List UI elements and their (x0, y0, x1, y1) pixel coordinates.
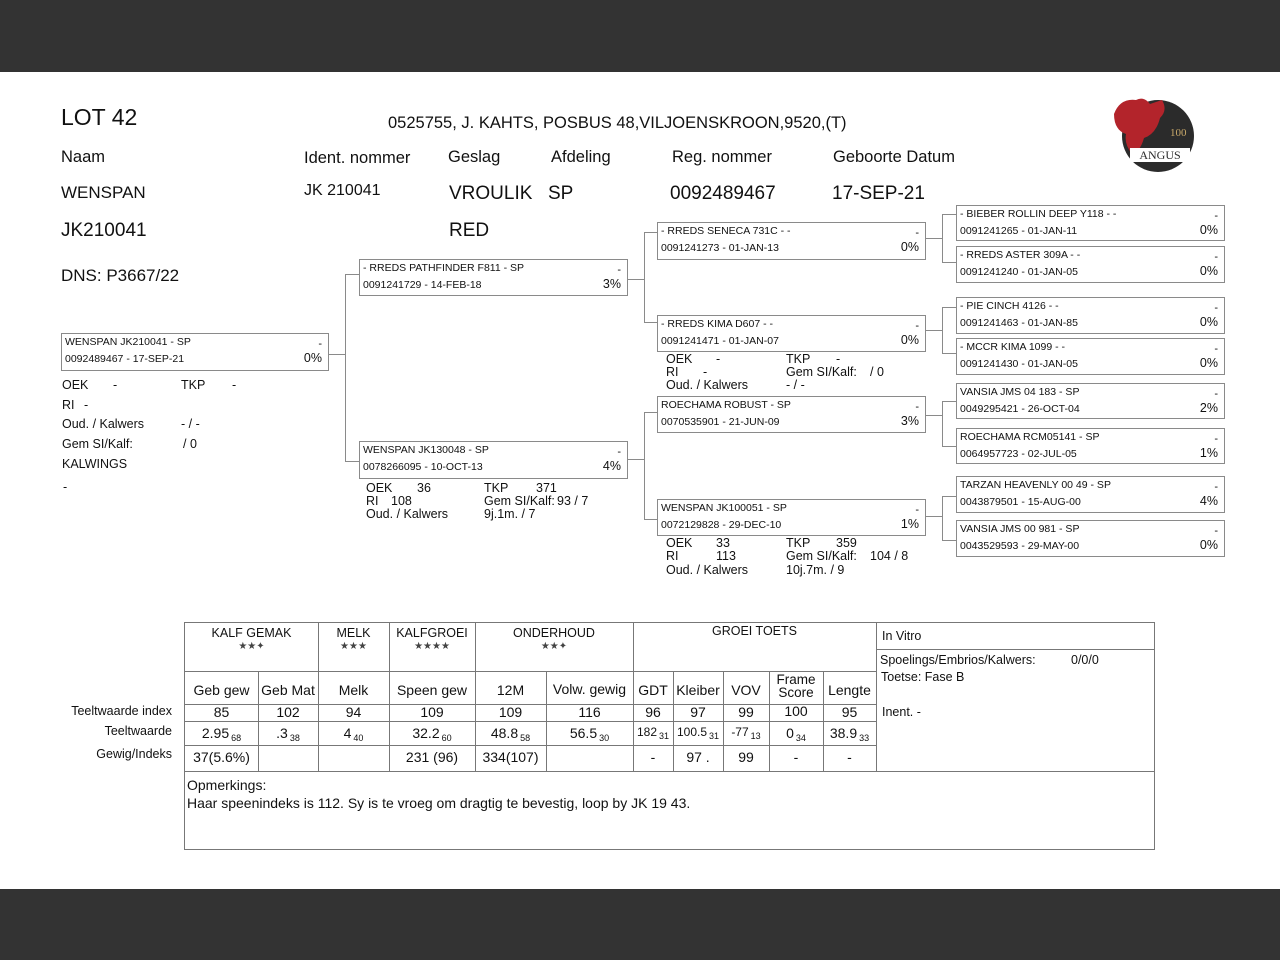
text-cell: Lengte (828, 682, 871, 698)
text-cell: WENSPAN JK130048 - SP (363, 444, 489, 456)
text-cell: ROECHAMA RCM05141 - SP (960, 431, 1100, 443)
text-cell: 94 (345, 704, 362, 720)
divider-line (942, 401, 943, 447)
row-label-tw: Teeltwaarde (104, 724, 172, 738)
text-cell: - (1214, 251, 1218, 263)
pedigree-page (0, 72, 1280, 889)
text-cell: 2% (1199, 401, 1218, 415)
great-grandparent-box (956, 383, 1225, 419)
great-grandparent-box (956, 205, 1225, 241)
text-cell: 231 (96) (405, 749, 459, 765)
remarks-label: Opmerkings: (187, 777, 267, 793)
text-cell: Geb Mat (261, 682, 315, 698)
divider-line (942, 214, 943, 263)
text-cell: 96 (645, 704, 661, 720)
text-cell: 99 (738, 749, 754, 765)
divider-line (644, 412, 657, 413)
divider-line (644, 519, 657, 520)
text-cell: OEK (62, 378, 89, 392)
text-cell: 0091241430 - 01-JAN-05 (960, 358, 1078, 370)
text-cell: - (84, 398, 89, 412)
animal-color: RED (449, 220, 490, 241)
text-cell: RI (666, 365, 679, 379)
text-cell: 4 $_{40}$ (343, 725, 364, 743)
divider-line (185, 721, 876, 722)
text-cell: - (617, 446, 621, 458)
text-cell: RI (666, 549, 679, 563)
spoelings-label: Spoelings/Embrios/Kalwers: (880, 653, 1036, 667)
text-cell: 0078266095 - 10-OCT-13 (363, 461, 483, 473)
subject-box (61, 333, 329, 371)
text-cell: 0091241463 - 01-JAN-85 (960, 317, 1078, 329)
text-cell: 95 (841, 704, 858, 720)
text-cell: 0072129828 - 29-DEC-10 (661, 519, 782, 531)
spoelings-value: 0/0/0 (1071, 653, 1099, 667)
text-cell: Melk (338, 682, 369, 698)
inent-value: Inent. - (882, 705, 921, 719)
text-cell: 2.95 $_{68}$ (201, 725, 242, 743)
great-grandparent-box (956, 246, 1225, 283)
text-cell: 4% (1199, 494, 1218, 508)
text-cell: Gem SI/Kalf: (484, 494, 555, 508)
dns-number: DNS: P3667/22 (61, 266, 180, 285)
text-cell: KALWINGS (62, 457, 128, 471)
animal-afdeling: SP (548, 183, 574, 204)
text-cell: - (1214, 302, 1218, 314)
text-cell: 334(107) (482, 749, 539, 765)
text-cell: 0% (1199, 538, 1218, 552)
text-cell: ★★✦ (540, 641, 568, 652)
text-cell: - (793, 749, 799, 765)
text-cell: KALF GEMAK (211, 626, 292, 640)
text-cell: 0 $_{34}$ (786, 725, 806, 743)
great-grandparent-box (956, 338, 1225, 375)
divider-line (926, 330, 942, 331)
text-cell: 0% (1199, 223, 1218, 237)
text-cell: WENSPAN JK100051 - SP (661, 502, 787, 514)
text-cell: WENSPAN JK210041 - SP (65, 336, 191, 348)
text-cell: Frame Score (776, 672, 816, 700)
text-cell: 32.2 $_{60}$ (412, 725, 452, 743)
great-grandparent-box (956, 520, 1225, 557)
text-cell: ONDERHOUD (513, 626, 595, 640)
text-cell: GROEI TOETS (712, 624, 797, 638)
text-cell: - (650, 749, 656, 765)
divider-line (926, 415, 942, 416)
text-cell: 100 (784, 703, 808, 719)
text-cell: - MCCR KIMA 1099 - - (960, 341, 1066, 353)
divider-line (926, 516, 942, 517)
text-cell: - RREDS SENECA 731C - - (661, 225, 791, 237)
text-cell: 97 (690, 704, 706, 720)
text-cell: / 0 (870, 365, 884, 379)
divider-line (644, 232, 657, 233)
text-cell: 10j.7m. / 9 (786, 563, 845, 577)
text-cell: MELK (336, 626, 371, 640)
text-cell: TKP (786, 352, 811, 366)
lot-number: LOT 42 (61, 104, 138, 130)
divider-line (926, 238, 942, 239)
text-cell: Kleiber (676, 682, 720, 698)
text-cell: 36 (417, 481, 431, 495)
animal-name: WENSPAN (61, 183, 146, 202)
text-cell: - (847, 749, 852, 765)
text-cell: 113 (716, 549, 736, 563)
text-cell: - (113, 378, 118, 392)
sire-box (359, 259, 628, 296)
text-cell: 1% (900, 517, 919, 531)
text-cell: ROECHAMA ROBUST - SP (661, 399, 791, 411)
text-cell: Geb gew (193, 682, 250, 698)
text-cell: 109 (498, 704, 523, 720)
text-cell: / 0 (183, 437, 197, 451)
text-cell: .3 $_{38}$ (276, 725, 300, 743)
divider-line (942, 496, 943, 541)
text-cell: - RREDS ASTER 309A - - (960, 249, 1081, 261)
text-cell: - (1214, 388, 1218, 400)
header-afdeling: Afdeling (551, 148, 611, 166)
invitro-label: In Vitro (882, 629, 922, 643)
remarks-text: Haar speenindeks is 112. Sy is te vroeg om dragtig te bevestig, loop by JK 19 43. (187, 795, 691, 811)
text-cell: - RREDS KIMA D607 - - (661, 318, 774, 330)
divider-line (942, 496, 956, 497)
text-cell: 9j.1m. / 7 (484, 507, 536, 521)
text-cell: 371 (536, 481, 557, 495)
text-cell: Oud. / Kalwers (62, 417, 144, 431)
text-cell: - RREDS PATHFINDER F811 - SP (363, 262, 525, 274)
text-cell: - (915, 401, 919, 413)
divider-line (644, 232, 645, 323)
text-cell: 93 / 7 (557, 494, 589, 508)
text-cell: - (1214, 343, 1218, 355)
text-cell: - (1214, 481, 1218, 493)
text-cell: RI (62, 398, 75, 412)
text-cell: 0091241265 - 01-JAN-11 (960, 225, 1078, 237)
text-cell: GDT (638, 682, 668, 698)
sire-sire-box (657, 222, 926, 260)
angus-logo (1110, 94, 1196, 174)
text-cell: TKP (484, 481, 509, 495)
divider-line (633, 671, 876, 672)
text-cell: Gem SI/Kalf: (786, 549, 857, 563)
text-cell: 100.5 $_{31}$ (676, 725, 720, 741)
text-cell: 0091241240 - 01-JAN-05 (960, 266, 1078, 278)
text-cell: VANSIA JMS 04 183 - SP (960, 386, 1080, 398)
text-cell: 0% (900, 333, 919, 347)
text-cell: TKP (181, 378, 206, 392)
sire-dam-box (657, 315, 926, 352)
text-cell: - (915, 320, 919, 332)
text-cell: - (836, 352, 841, 366)
animal-geslag: VROULIK (449, 183, 533, 204)
divider-line (942, 401, 956, 402)
text-cell: 33 (716, 536, 730, 550)
text-cell: ★★★ (340, 641, 367, 652)
text-cell: 104 / 8 (870, 549, 909, 563)
text-cell: 0% (1199, 264, 1218, 278)
text-cell: Oud. / Kalwers (366, 507, 448, 521)
header-geslag: Geslag (448, 148, 501, 166)
animal-ident: JK 210041 (304, 182, 381, 199)
text-cell: Volw. gewig (552, 681, 627, 697)
text-cell: 109 (420, 704, 444, 720)
divider-line (345, 274, 359, 275)
text-cell: TARZAN HEAVENLY 00 49 - SP (960, 479, 1111, 491)
text-cell: - (1214, 210, 1218, 222)
header-naam: Naam (61, 148, 106, 166)
animal-reg: 0092489467 (670, 183, 776, 204)
text-cell: - / - (181, 417, 200, 431)
divider-line (628, 459, 644, 460)
row-label-index: Teeltwaarde index (71, 704, 172, 718)
dam-dam-box (657, 499, 926, 536)
divider-line (185, 671, 633, 672)
text-cell: OEK (366, 481, 393, 495)
divider-line (942, 353, 956, 354)
text-cell: 108 (391, 494, 412, 508)
great-grandparent-box (956, 297, 1225, 334)
header-reg: Reg. nommer (672, 148, 772, 166)
great-grandparent-box (956, 428, 1225, 464)
text-cell: 0% (1199, 356, 1218, 370)
text-cell: 0043529593 - 29-MAY-00 (960, 540, 1080, 552)
text-cell: - (1214, 525, 1218, 537)
text-cell: 48.8 $_{58}$ (490, 725, 531, 743)
text-cell: 1% (1199, 446, 1218, 460)
divider-line (628, 279, 644, 280)
text-cell: 102 (276, 704, 300, 720)
svg-text:ANGUS: ANGUS (1139, 148, 1181, 162)
text-cell: 182 $_{31}$ (636, 725, 670, 741)
text-cell: Speen gew (396, 682, 468, 698)
text-cell: -77 $_{13}$ (731, 725, 761, 741)
divider-line (876, 649, 1155, 650)
text-cell: 99 (738, 704, 754, 720)
text-cell: 12M (496, 682, 525, 698)
text-cell: 359 (836, 536, 857, 550)
text-cell: 4% (602, 459, 621, 473)
divider-line (942, 262, 956, 263)
text-cell: OEK (666, 352, 693, 366)
divider-line (329, 354, 345, 355)
text-cell: RI (366, 494, 379, 508)
text-cell: - (318, 338, 322, 350)
toetse-value: Toetse: Fase B (881, 670, 965, 684)
text-cell: VOV (731, 682, 761, 698)
text-cell: VANSIA JMS 00 981 - SP (960, 523, 1080, 535)
text-cell: 116 (578, 704, 601, 720)
divider-line (942, 214, 956, 215)
text-cell: 37(5.6%) (193, 749, 250, 765)
text-cell: 0% (900, 240, 919, 254)
performance-table (184, 622, 1155, 850)
text-cell: - (915, 504, 919, 516)
text-cell: 0% (303, 351, 322, 365)
dam-sire-box (657, 396, 926, 433)
text-cell: 85 (213, 704, 230, 720)
text-cell: - (703, 365, 708, 379)
text-cell: Gem SI/Kalf: (62, 437, 133, 451)
text-cell: - (716, 352, 721, 366)
text-cell: 0092489467 - 17-SEP-21 (65, 353, 185, 365)
divider-line (345, 461, 359, 462)
text-cell: 97 . (686, 749, 710, 765)
divider-line (644, 412, 645, 520)
divider-line (942, 540, 956, 541)
text-cell: ★★✦ (238, 641, 265, 652)
divider-line (942, 446, 956, 447)
animal-dob: 17-SEP-21 (832, 183, 925, 204)
row-label-gew: Gewig/Indeks (96, 747, 172, 761)
text-cell: KALFGROEI (396, 626, 468, 640)
divider-line (644, 322, 657, 323)
text-cell: - BIEBER ROLLIN DEEP Y118 - - (960, 208, 1117, 220)
text-cell: 0091241729 - 14-FEB-18 (363, 279, 482, 291)
text-cell: OEK (666, 536, 693, 550)
text-cell: - (1214, 433, 1218, 445)
divider-line (185, 771, 1155, 772)
text-cell: TKP (786, 536, 811, 550)
text-cell: 3% (602, 277, 621, 291)
divider-line (942, 307, 956, 308)
great-grandparent-box (956, 476, 1225, 513)
text-cell: - (232, 378, 237, 392)
text-cell: - (915, 227, 919, 239)
text-cell: - (617, 264, 621, 276)
divider-line (185, 745, 876, 746)
text-cell: ★★★★ (414, 641, 450, 652)
text-cell: Oud. / Kalwers (666, 563, 748, 577)
text-cell: 0091241471 - 01-JAN-07 (661, 335, 779, 347)
animal-name2: JK210041 (61, 220, 147, 241)
text-cell: - (63, 480, 68, 494)
text-cell: Oud. / Kalwers (666, 378, 748, 392)
text-cell: 0064957723 - 02-JUL-05 (960, 448, 1077, 460)
text-cell: 38.9 $_{33}$ (829, 725, 870, 743)
divider-line (942, 307, 943, 354)
text-cell: 3% (900, 414, 919, 428)
divider-line (876, 623, 877, 771)
header-geboorte: Geboorte Datum (833, 148, 955, 166)
header-ident: Ident. nommer (304, 149, 411, 167)
text-cell: 0043879501 - 15-AUG-00 (960, 496, 1081, 508)
text-cell: 0% (1199, 315, 1218, 329)
text-cell: - / - (786, 378, 805, 392)
divider-line (345, 274, 346, 462)
text-cell: 0070535901 - 21-JUN-09 (661, 416, 780, 428)
text-cell: 0049295421 - 26-OCT-04 (960, 403, 1080, 415)
text-cell: - PIE CINCH 4126 - - (960, 300, 1059, 312)
text-cell: 56.5 $_{30}$ (569, 725, 610, 743)
dam-box (359, 441, 628, 479)
text-cell: Gem SI/Kalf: (786, 365, 857, 379)
text-cell: 0091241273 - 01-JAN-13 (661, 242, 779, 254)
owner-info: 0525755, J. KAHTS, POSBUS 48,VILJOENSKROON,9520,(T) (388, 114, 847, 132)
svg-text:100: 100 (1170, 127, 1187, 139)
